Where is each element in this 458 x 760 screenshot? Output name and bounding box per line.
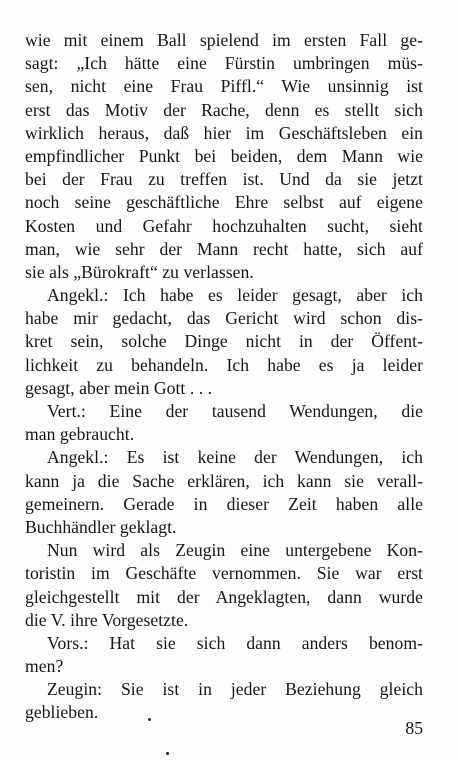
page-number: 85 (405, 718, 423, 738)
text-line: kann ja die Sache erklären, ich kann sie verall- (25, 470, 423, 491)
text-line: toristin im Geschäfte vernommen. Sie war erst (25, 563, 423, 584)
text-line: Angekl.: Ich habe es leider gesagt, aber ich (47, 285, 423, 306)
text-line: sie als „Bürokraft“ zu verlassen. (25, 261, 254, 282)
text-line: Zeugin: Sie ist in jeder Beziehung gleich (47, 679, 423, 700)
text-line: geblieben. (25, 702, 99, 723)
text-line: habe mir gedacht, das Gericht wird schon dis- (25, 308, 423, 329)
text-line: gesagt, aber mein Gott . . . (25, 377, 213, 398)
text-line: man gebraucht. (25, 424, 135, 445)
text-line: sen, nicht eine Frau Piffl.“ Wie unsinnig ist (25, 76, 423, 97)
print-speck (148, 718, 151, 721)
body-text (25, 29, 423, 725)
text-line: man, wie sehr der Mann recht hatte, sich auf (25, 238, 423, 259)
text-line: men? (25, 656, 64, 677)
text-line: kret sein, solche Dinge nicht in der Öffent- (25, 331, 423, 352)
text-line: noch seine geschäftliche Ehre selbst auf eigene (25, 192, 423, 213)
text-line: Vors.: Hat sie sich dann anders benom- (47, 632, 423, 653)
text-line: wie mit einem Ball spielend im ersten Fall ge- (25, 30, 423, 50)
text-line: gemeinern. Gerade in dieser Zeit haben alle (25, 493, 423, 514)
text-line: bei der Frau zu treffen ist. Und da sie jetzt (25, 169, 423, 190)
text-line: die V. ihre Vorgesetzte. (25, 609, 189, 630)
text-line: Vert.: Eine der tausend Wendungen, die (47, 401, 423, 421)
text-line: wirklich heraus, daß hier im Geschäftsleben ein (25, 122, 423, 143)
text-line: Buchhändler geklagt. (25, 516, 177, 537)
text-line: Angekl.: Es ist keine der Wendungen, ich (47, 447, 423, 468)
text-line: erst das Motiv der Rache, denn es stellt sich (25, 99, 423, 120)
text-line: Nun wird als Zeugin eine untergebene Kon- (47, 540, 423, 561)
text-line: lichkeit zu behandeln. Ich habe es ja leider (25, 354, 423, 375)
text-line: gleichgestellt mit der Angeklagten, dann wurde (25, 586, 423, 607)
print-speck (166, 752, 169, 755)
text-line: sagt: „Ich hätte eine Fürstin umbringen müs- (25, 53, 423, 74)
text-line: Kosten und Gefahr hochzuhalten sucht, sieht (25, 215, 423, 236)
text-line: empfindlicher Punkt bei beiden, dem Mann wie (25, 145, 423, 166)
